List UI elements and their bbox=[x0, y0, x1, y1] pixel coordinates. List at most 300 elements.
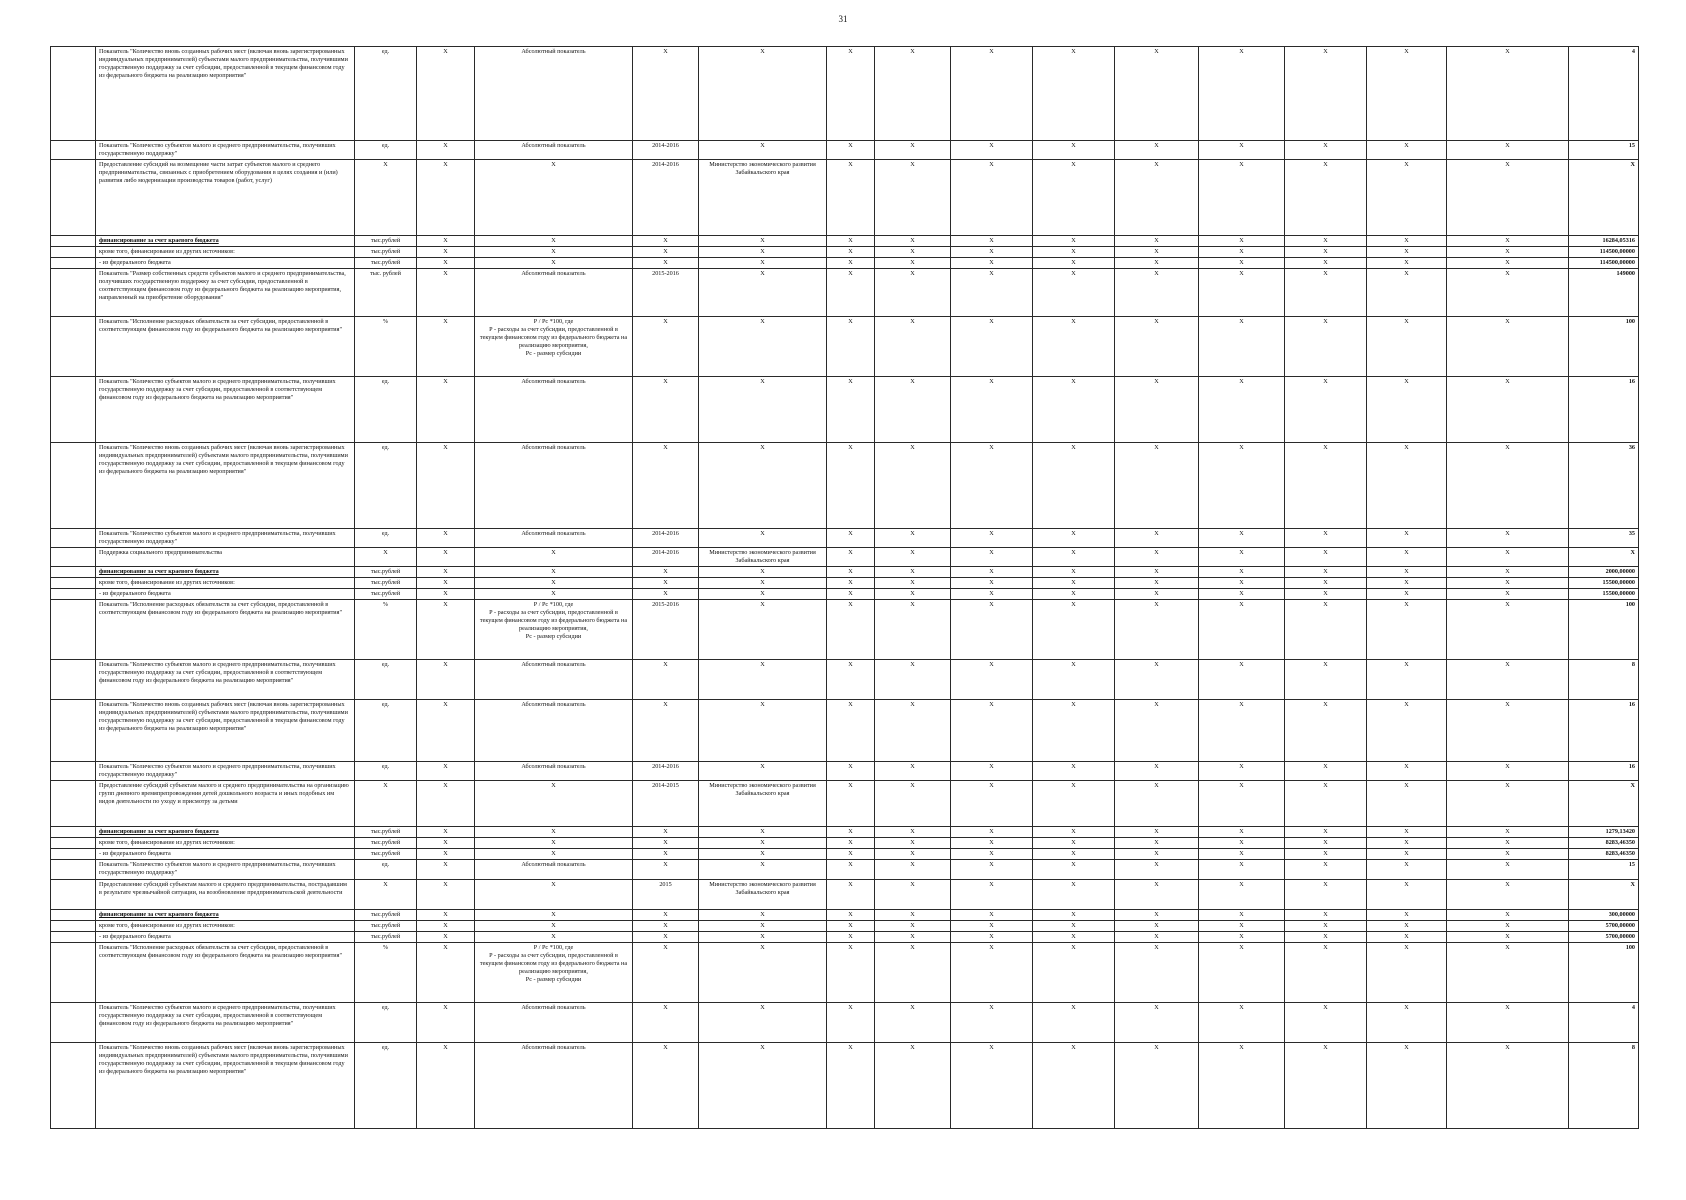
year-mark-cell: X bbox=[1367, 589, 1447, 600]
year-mark-cell: X bbox=[1285, 443, 1367, 529]
total-value-cell: 100 bbox=[1569, 943, 1639, 1003]
year-mark-cell: X bbox=[951, 932, 1033, 943]
year-mark-cell: X bbox=[1199, 762, 1285, 781]
year-mark-cell: X bbox=[827, 838, 875, 849]
year-mark-cell: X bbox=[875, 781, 951, 827]
mark-cell: X bbox=[417, 141, 475, 160]
year-mark-cell: X bbox=[1115, 258, 1199, 269]
row-label: Показатель "Количество вновь созданных рабочих мест (включая вновь зарегистрированных индивидуальных предпринимателей) субъектами малого предпринимательства, получившими государственную поддержку за счет субсидии, предоставленной в текущем финансовом году из федерального бюджета на реализацию мероприятия" bbox=[96, 700, 355, 762]
period-cell: X bbox=[633, 921, 699, 932]
method-cell: X bbox=[475, 578, 633, 589]
mark-cell: X bbox=[417, 317, 475, 377]
year-mark-cell: X bbox=[951, 578, 1033, 589]
period-cell: X bbox=[633, 910, 699, 921]
year-mark-cell: X bbox=[1285, 548, 1367, 567]
unit-cell: X bbox=[355, 548, 417, 567]
year-mark-cell: X bbox=[951, 880, 1033, 910]
year-mark-cell: X bbox=[1447, 660, 1569, 700]
year-mark-cell: X bbox=[827, 910, 875, 921]
year-mark-cell: X bbox=[1447, 317, 1569, 377]
mark-cell: X bbox=[417, 781, 475, 827]
year-mark-cell: X bbox=[1033, 47, 1115, 141]
executor-cell: X bbox=[699, 589, 827, 600]
year-mark-cell: X bbox=[1285, 660, 1367, 700]
unit-cell: тыс.рублей bbox=[355, 921, 417, 932]
unit-cell: тыс.рублей bbox=[355, 838, 417, 849]
year-mark-cell: X bbox=[1367, 269, 1447, 317]
row-label: Показатель "Исполнение расходных обязательств за счет субсидии, предоставленной в соответствующем финансовом году из федерального бюджета на реализацию мероприятия" bbox=[96, 943, 355, 1003]
total-value-cell: X bbox=[1569, 160, 1639, 236]
year-mark-cell: X bbox=[1367, 567, 1447, 578]
total-value-cell: 100 bbox=[1569, 600, 1639, 660]
year-mark-cell: X bbox=[1199, 578, 1285, 589]
year-mark-cell: X bbox=[875, 236, 951, 247]
row-number-cell bbox=[51, 700, 96, 762]
year-mark-cell: X bbox=[1285, 921, 1367, 932]
unit-cell: ед. bbox=[355, 1043, 417, 1129]
table-row bbox=[51, 910, 1639, 921]
year-mark-cell: X bbox=[1447, 47, 1569, 141]
row-label: Показатель "Количество субъектов малого и среднего предпринимательства, получивших государственную поддержку за счет субсидии, предоставленной в соответствующем финансовом году из федерального бюджета на реализацию мероприятия" bbox=[96, 1003, 355, 1043]
period-cell: X bbox=[633, 247, 699, 258]
year-mark-cell: X bbox=[1115, 781, 1199, 827]
year-mark-cell: X bbox=[1367, 860, 1447, 880]
table-row bbox=[51, 589, 1639, 600]
table-row bbox=[51, 600, 1639, 660]
period-cell: 2014-2016 bbox=[633, 160, 699, 236]
unit-cell: тыс.рублей bbox=[355, 827, 417, 838]
year-mark-cell: X bbox=[1115, 236, 1199, 247]
year-mark-cell: X bbox=[1033, 700, 1115, 762]
year-mark-cell: X bbox=[1285, 849, 1367, 860]
mark-cell: X bbox=[417, 258, 475, 269]
year-mark-cell: X bbox=[1115, 827, 1199, 838]
mark-cell: X bbox=[417, 377, 475, 443]
period-cell: X bbox=[633, 1043, 699, 1129]
total-value-cell: 8283,46350 bbox=[1569, 849, 1639, 860]
period-cell: 2015-2016 bbox=[633, 600, 699, 660]
total-value-cell: 8283,46350 bbox=[1569, 838, 1639, 849]
row-number-cell bbox=[51, 943, 96, 1003]
year-mark-cell: X bbox=[1199, 258, 1285, 269]
year-mark-cell: X bbox=[1115, 529, 1199, 548]
year-mark-cell: X bbox=[1285, 247, 1367, 258]
row-number-cell bbox=[51, 860, 96, 880]
year-mark-cell: X bbox=[1367, 910, 1447, 921]
executor-cell: X bbox=[699, 1003, 827, 1043]
year-mark-cell: X bbox=[1115, 160, 1199, 236]
row-label-text: финансирование за счет краевого бюджета bbox=[99, 911, 219, 918]
year-mark-cell: X bbox=[951, 269, 1033, 317]
year-mark-cell: X bbox=[1199, 236, 1285, 247]
period-cell: X bbox=[633, 849, 699, 860]
year-mark-cell: X bbox=[827, 529, 875, 548]
year-mark-cell: X bbox=[875, 269, 951, 317]
unit-cell: X bbox=[355, 781, 417, 827]
mark-cell: X bbox=[417, 827, 475, 838]
executor-cell: X bbox=[699, 943, 827, 1003]
year-mark-cell: X bbox=[1033, 160, 1115, 236]
row-label: Показатель "Количество субъектов малого и среднего предпринимательства, получивших государственную поддержку" bbox=[96, 762, 355, 781]
year-mark-cell: X bbox=[951, 910, 1033, 921]
table-row bbox=[51, 1043, 1639, 1129]
row-number-cell bbox=[51, 932, 96, 943]
executor-cell: X bbox=[699, 838, 827, 849]
year-mark-cell: X bbox=[1447, 762, 1569, 781]
row-number-cell bbox=[51, 236, 96, 247]
total-value-cell: 8 bbox=[1569, 1043, 1639, 1129]
year-mark-cell: X bbox=[1115, 660, 1199, 700]
year-mark-cell: X bbox=[951, 47, 1033, 141]
method-cell: X bbox=[475, 236, 633, 247]
year-mark-cell: X bbox=[1033, 589, 1115, 600]
year-mark-cell: X bbox=[827, 578, 875, 589]
year-mark-cell: X bbox=[951, 236, 1033, 247]
year-mark-cell: X bbox=[1199, 660, 1285, 700]
year-mark-cell: X bbox=[1367, 377, 1447, 443]
row-number-cell bbox=[51, 600, 96, 660]
year-mark-cell: X bbox=[875, 932, 951, 943]
period-cell: 2014-2016 bbox=[633, 141, 699, 160]
unit-cell: тыс.рублей bbox=[355, 589, 417, 600]
year-mark-cell: X bbox=[1199, 141, 1285, 160]
year-mark-cell: X bbox=[827, 781, 875, 827]
method-cell: X bbox=[475, 910, 633, 921]
year-mark-cell: X bbox=[1285, 762, 1367, 781]
year-mark-cell: X bbox=[1199, 160, 1285, 236]
unit-cell: тыс.рублей bbox=[355, 578, 417, 589]
table-row bbox=[51, 838, 1639, 849]
year-mark-cell: X bbox=[1285, 317, 1367, 377]
method-cell: X bbox=[475, 781, 633, 827]
row-number-cell bbox=[51, 548, 96, 567]
year-mark-cell: X bbox=[1367, 317, 1447, 377]
method-cell: Абсолютный показатель bbox=[475, 762, 633, 781]
table-row bbox=[51, 921, 1639, 932]
year-mark-cell: X bbox=[951, 660, 1033, 700]
row-label: Показатель "Количество субъектов малого и среднего предпринимательства, получивших государственную поддержку" bbox=[96, 529, 355, 548]
table-row bbox=[51, 141, 1639, 160]
year-mark-cell: X bbox=[1033, 1043, 1115, 1129]
row-number-cell bbox=[51, 258, 96, 269]
unit-cell: ед. bbox=[355, 377, 417, 443]
year-mark-cell: X bbox=[875, 660, 951, 700]
year-mark-cell: X bbox=[1285, 1043, 1367, 1129]
method-cell: Абсолютный показатель bbox=[475, 141, 633, 160]
year-mark-cell: X bbox=[827, 660, 875, 700]
year-mark-cell: X bbox=[1447, 943, 1569, 1003]
year-mark-cell: X bbox=[1367, 141, 1447, 160]
method-cell: Абсолютный показатель bbox=[475, 529, 633, 548]
unit-cell: ед. bbox=[355, 443, 417, 529]
total-value-cell: 8 bbox=[1569, 660, 1639, 700]
year-mark-cell: X bbox=[951, 943, 1033, 1003]
total-value-cell: 16 bbox=[1569, 762, 1639, 781]
year-mark-cell: X bbox=[1367, 827, 1447, 838]
year-mark-cell: X bbox=[875, 141, 951, 160]
method-cell: X bbox=[475, 849, 633, 860]
year-mark-cell: X bbox=[1447, 589, 1569, 600]
year-mark-cell: X bbox=[951, 781, 1033, 827]
year-mark-cell: X bbox=[1199, 880, 1285, 910]
year-mark-cell: X bbox=[1367, 781, 1447, 827]
row-label bbox=[96, 827, 355, 838]
year-mark-cell: X bbox=[1033, 141, 1115, 160]
mark-cell: X bbox=[417, 443, 475, 529]
year-mark-cell: X bbox=[1447, 1043, 1569, 1129]
unit-cell: ед. bbox=[355, 762, 417, 781]
year-mark-cell: X bbox=[1115, 910, 1199, 921]
table-row bbox=[51, 880, 1639, 910]
year-mark-cell: X bbox=[1367, 529, 1447, 548]
year-mark-cell: X bbox=[1199, 700, 1285, 762]
year-mark-cell: X bbox=[1285, 589, 1367, 600]
year-mark-cell: X bbox=[827, 589, 875, 600]
method-cell: X bbox=[475, 827, 633, 838]
total-value-cell: 300,00000 bbox=[1569, 910, 1639, 921]
executor-cell: X bbox=[699, 1043, 827, 1129]
mark-cell: X bbox=[417, 236, 475, 247]
year-mark-cell: X bbox=[1199, 443, 1285, 529]
year-mark-cell: X bbox=[827, 762, 875, 781]
year-mark-cell: X bbox=[1199, 47, 1285, 141]
table-row bbox=[51, 236, 1639, 247]
year-mark-cell: X bbox=[1367, 880, 1447, 910]
year-mark-cell: X bbox=[827, 141, 875, 160]
row-label bbox=[96, 236, 355, 247]
year-mark-cell: X bbox=[1033, 269, 1115, 317]
method-cell: X bbox=[475, 160, 633, 236]
year-mark-cell: X bbox=[1447, 849, 1569, 860]
year-mark-cell: X bbox=[1447, 236, 1569, 247]
year-mark-cell: X bbox=[1367, 943, 1447, 1003]
table-row bbox=[51, 529, 1639, 548]
year-mark-cell: X bbox=[1367, 247, 1447, 258]
year-mark-cell: X bbox=[1447, 578, 1569, 589]
year-mark-cell: X bbox=[1199, 943, 1285, 1003]
year-mark-cell: X bbox=[1033, 921, 1115, 932]
year-mark-cell: X bbox=[827, 548, 875, 567]
year-mark-cell: X bbox=[1033, 567, 1115, 578]
period-cell: 2014-2016 bbox=[633, 529, 699, 548]
year-mark-cell: X bbox=[951, 700, 1033, 762]
total-value-cell: 4 bbox=[1569, 47, 1639, 141]
year-mark-cell: X bbox=[1447, 1003, 1569, 1043]
mark-cell: X bbox=[417, 160, 475, 236]
total-value-cell: 114500,00000 bbox=[1569, 258, 1639, 269]
year-mark-cell: X bbox=[875, 258, 951, 269]
mark-cell: X bbox=[417, 1003, 475, 1043]
executor-cell: Министерство экономического развития Забайкальского края bbox=[699, 781, 827, 827]
year-mark-cell: X bbox=[1033, 317, 1115, 377]
year-mark-cell: X bbox=[875, 910, 951, 921]
row-label bbox=[96, 567, 355, 578]
row-label: - из федерального бюджета bbox=[96, 258, 355, 269]
total-value-cell: 100 bbox=[1569, 317, 1639, 377]
executor-cell: X bbox=[699, 660, 827, 700]
mark-cell: X bbox=[417, 921, 475, 932]
row-label: Показатель "Исполнение расходных обязательств за счет субсидии, предоставленной в соответствующем финансовом году из федерального бюджета на реализацию мероприятия" bbox=[96, 317, 355, 377]
year-mark-cell: X bbox=[1199, 600, 1285, 660]
period-cell: X bbox=[633, 443, 699, 529]
year-mark-cell: X bbox=[1285, 47, 1367, 141]
year-mark-cell: X bbox=[827, 258, 875, 269]
year-mark-cell: X bbox=[1367, 578, 1447, 589]
row-label: кроме того, финансирование из других источников: bbox=[96, 838, 355, 849]
method-cell: X bbox=[475, 838, 633, 849]
period-cell: X bbox=[633, 589, 699, 600]
year-mark-cell: X bbox=[1447, 141, 1569, 160]
period-cell: 2014-2016 bbox=[633, 762, 699, 781]
mark-cell: X bbox=[417, 529, 475, 548]
year-mark-cell: X bbox=[1033, 932, 1115, 943]
year-mark-cell: X bbox=[1285, 269, 1367, 317]
year-mark-cell: X bbox=[1033, 377, 1115, 443]
executor-cell: X bbox=[699, 47, 827, 141]
year-mark-cell: X bbox=[1367, 932, 1447, 943]
year-mark-cell: X bbox=[1285, 236, 1367, 247]
row-label: Показатель "Количество субъектов малого и среднего предпринимательства, получивших государственную поддержку за счет субсидии, предоставленной в соответствующем финансовом году из федерального бюджета на реализацию мероприятия" bbox=[96, 377, 355, 443]
year-mark-cell: X bbox=[1199, 589, 1285, 600]
mark-cell: X bbox=[417, 578, 475, 589]
year-mark-cell: X bbox=[1115, 317, 1199, 377]
table-row bbox=[51, 247, 1639, 258]
row-label: Предоставление субсидий субъектам малого и среднего предпринимательства, пострадавшим в результате чрезвычайной ситуации, на возобновление предпринимательской деятельности bbox=[96, 880, 355, 910]
year-mark-cell: X bbox=[827, 943, 875, 1003]
year-mark-cell: X bbox=[875, 160, 951, 236]
executor-cell: X bbox=[699, 269, 827, 317]
total-value-cell: 16 bbox=[1569, 700, 1639, 762]
year-mark-cell: X bbox=[827, 1043, 875, 1129]
period-cell: X bbox=[633, 1003, 699, 1043]
year-mark-cell: X bbox=[1033, 600, 1115, 660]
year-mark-cell: X bbox=[1199, 1043, 1285, 1129]
executor-cell: X bbox=[699, 921, 827, 932]
mark-cell: X bbox=[417, 1043, 475, 1129]
year-mark-cell: X bbox=[827, 47, 875, 141]
row-label: кроме того, финансирование из других источников: bbox=[96, 578, 355, 589]
row-number-cell bbox=[51, 567, 96, 578]
executor-cell: X bbox=[699, 443, 827, 529]
unit-cell: тыс.рублей bbox=[355, 236, 417, 247]
year-mark-cell: X bbox=[1447, 548, 1569, 567]
row-label: Показатель "Размер собственных средств субъектов малого и среднего предпринимательства, получивших государственную поддержку за счет субсидии, предоставленной в соответствующем финансовом году из федерального бюджета на реализацию мероприятия, направленный на приобретение оборудования" bbox=[96, 269, 355, 317]
executor-cell: X bbox=[699, 910, 827, 921]
year-mark-cell: X bbox=[1285, 1003, 1367, 1043]
year-mark-cell: X bbox=[1447, 781, 1569, 827]
year-mark-cell: X bbox=[1115, 838, 1199, 849]
year-mark-cell: X bbox=[1367, 160, 1447, 236]
row-number-cell bbox=[51, 377, 96, 443]
row-label: Показатель "Количество вновь созданных рабочих мест (включая вновь зарегистрированных индивидуальных предпринимателей) субъектами малого предпринимательства, получившими государственную поддержку за счет субсидии, предоставленной в текущем финансовом году из федерального бюджета на реализацию мероприятия" bbox=[96, 443, 355, 529]
year-mark-cell: X bbox=[1033, 660, 1115, 700]
year-mark-cell: X bbox=[1199, 838, 1285, 849]
year-mark-cell: X bbox=[1199, 910, 1285, 921]
unit-cell: % bbox=[355, 943, 417, 1003]
row-label bbox=[96, 910, 355, 921]
row-label: Показатель "Количество вновь созданных рабочих мест (включая вновь зарегистрированных индивидуальных предпринимателей) субъектами малого предпринимательства, получившими государственную поддержку за счет субсидии, предоставленной в текущем финансовом году из федерального бюджета на реализацию мероприятия" bbox=[96, 1043, 355, 1129]
unit-cell: тыс.рублей bbox=[355, 567, 417, 578]
table-row bbox=[51, 700, 1639, 762]
mark-cell: X bbox=[417, 849, 475, 860]
executor-cell: Министерство экономического развития Забайкальского края bbox=[699, 880, 827, 910]
period-cell: X bbox=[633, 578, 699, 589]
method-cell: Абсолютный показатель bbox=[475, 377, 633, 443]
method-cell: Абсолютный показатель bbox=[475, 860, 633, 880]
year-mark-cell: X bbox=[1199, 781, 1285, 827]
table-row bbox=[51, 860, 1639, 880]
row-number-cell bbox=[51, 781, 96, 827]
row-label: Показатель "Количество вновь созданных рабочих мест (включая вновь зарегистрированных индивидуальных предпринимателей) субъектами малого предпринимательства, получившими государственную поддержку за счет субсидии, предоставленной в текущем финансовом году из федерального бюджета на реализацию мероприятия" bbox=[96, 47, 355, 141]
executor-cell: X bbox=[699, 377, 827, 443]
mark-cell: X bbox=[417, 567, 475, 578]
year-mark-cell: X bbox=[1199, 548, 1285, 567]
year-mark-cell: X bbox=[1367, 700, 1447, 762]
year-mark-cell: X bbox=[875, 762, 951, 781]
period-cell: X bbox=[633, 317, 699, 377]
year-mark-cell: X bbox=[827, 849, 875, 860]
total-value-cell: 5700,00000 bbox=[1569, 932, 1639, 943]
year-mark-cell: X bbox=[1115, 921, 1199, 932]
year-mark-cell: X bbox=[951, 1043, 1033, 1129]
row-number-cell bbox=[51, 443, 96, 529]
year-mark-cell: X bbox=[1033, 548, 1115, 567]
row-number-cell bbox=[51, 317, 96, 377]
year-mark-cell: X bbox=[951, 1003, 1033, 1043]
year-mark-cell: X bbox=[1285, 838, 1367, 849]
executor-cell: X bbox=[699, 141, 827, 160]
year-mark-cell: X bbox=[827, 860, 875, 880]
mark-cell: X bbox=[417, 860, 475, 880]
table-row bbox=[51, 47, 1639, 141]
year-mark-cell: X bbox=[1033, 762, 1115, 781]
year-mark-cell: X bbox=[1033, 529, 1115, 548]
executor-cell: X bbox=[699, 236, 827, 247]
year-mark-cell: X bbox=[1447, 880, 1569, 910]
total-value-cell: 2000,00000 bbox=[1569, 567, 1639, 578]
year-mark-cell: X bbox=[875, 317, 951, 377]
year-mark-cell: X bbox=[1033, 247, 1115, 258]
year-mark-cell: X bbox=[875, 849, 951, 860]
executor-cell: X bbox=[699, 317, 827, 377]
year-mark-cell: X bbox=[951, 317, 1033, 377]
year-mark-cell: X bbox=[875, 548, 951, 567]
unit-cell: ед. bbox=[355, 660, 417, 700]
table-row bbox=[51, 932, 1639, 943]
year-mark-cell: X bbox=[827, 921, 875, 932]
year-mark-cell: X bbox=[1285, 160, 1367, 236]
year-mark-cell: X bbox=[1033, 880, 1115, 910]
year-mark-cell: X bbox=[1199, 317, 1285, 377]
year-mark-cell: X bbox=[951, 141, 1033, 160]
year-mark-cell: X bbox=[951, 838, 1033, 849]
method-cell: X bbox=[475, 880, 633, 910]
year-mark-cell: X bbox=[1447, 910, 1569, 921]
year-mark-cell: X bbox=[875, 1003, 951, 1043]
year-mark-cell: X bbox=[1115, 247, 1199, 258]
period-cell: 2014-2015 bbox=[633, 781, 699, 827]
unit-cell: X bbox=[355, 160, 417, 236]
row-number-cell bbox=[51, 762, 96, 781]
year-mark-cell: X bbox=[875, 47, 951, 141]
unit-cell: % bbox=[355, 317, 417, 377]
total-value-cell: 15500,00000 bbox=[1569, 578, 1639, 589]
total-value-cell: 16284,05316 bbox=[1569, 236, 1639, 247]
row-number-cell bbox=[51, 838, 96, 849]
year-mark-cell: X bbox=[1285, 880, 1367, 910]
year-mark-cell: X bbox=[951, 921, 1033, 932]
year-mark-cell: X bbox=[875, 880, 951, 910]
